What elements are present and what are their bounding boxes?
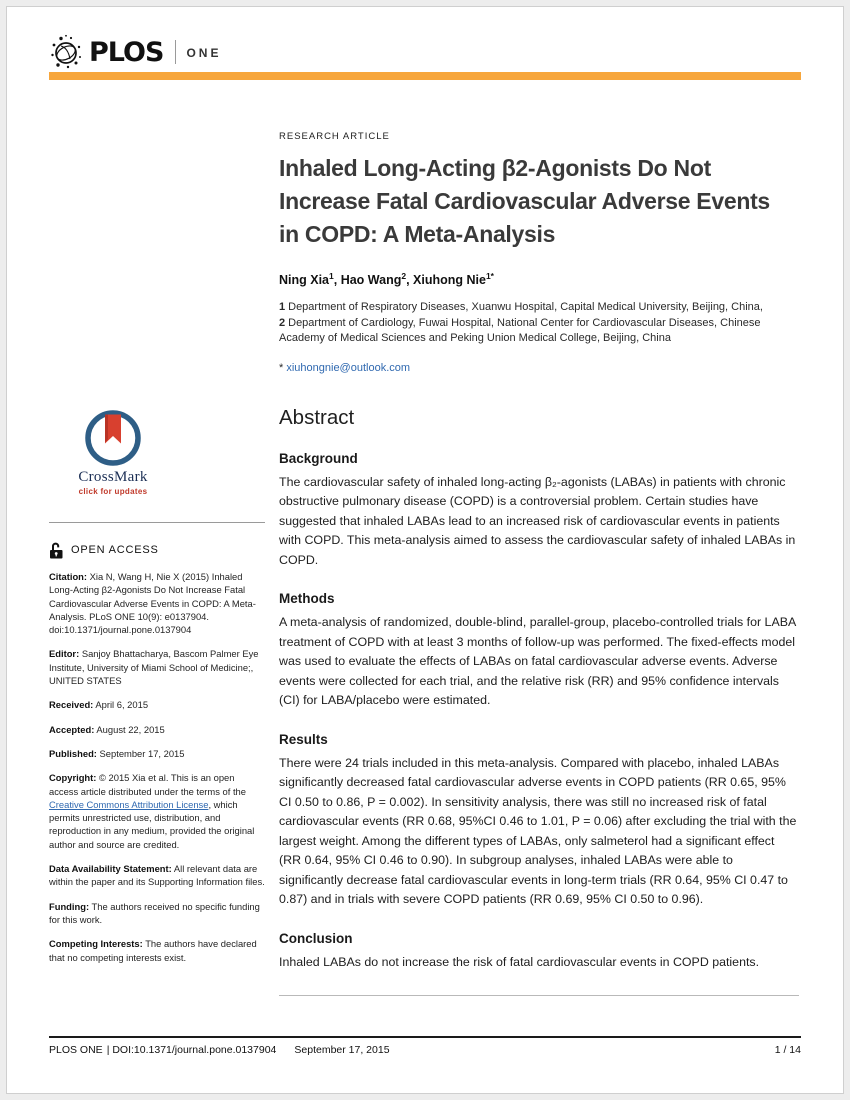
accepted-block: [49, 723, 265, 736]
affiliation-text: Department of Respiratory Diseases, Xuanwu Hospital, Capital Medical University, Beijing, China,: [288, 301, 763, 314]
conclusion-heading: Conclusion: [279, 930, 353, 946]
received-label: Received:: [49, 699, 94, 711]
affiliation-marker: 1: [279, 301, 286, 314]
author-affiliation-marker: 1*: [485, 271, 494, 281]
author-affiliation-marker: 1: [329, 271, 334, 281]
sidebar-divider: [49, 522, 265, 523]
received-block: [49, 698, 265, 711]
published-block: [49, 747, 265, 760]
affiliations: [279, 300, 799, 347]
methods-heading: Methods: [279, 591, 335, 607]
editor-text: Sanjoy Bhattacharya, Bascom Palmer Eye Institute, University of Miami School of Medicine;, UNITED STATES: [49, 648, 259, 687]
editor-label: Editor:: [49, 648, 80, 660]
open-lock-icon: [49, 541, 64, 559]
copyright-pre: © 2015 Xia et al. This is an open access article distributed under the terms of the: [49, 772, 246, 797]
background-heading: Background: [279, 450, 358, 466]
authors-line: [279, 271, 799, 287]
affiliation-text: Department of Cardiology, Fuwai Hospital, National Center for Cardiovascular Diseases, Chinese Academy of Medical Sciences and Peking Union Medical College, Beijing, China: [279, 316, 761, 345]
affiliation-marker: 2: [279, 316, 286, 329]
corresponding-author-line: [279, 362, 799, 374]
methods-text: A meta-analysis of randomized, double-blind, parallel-group, placebo-controlled trials for LABA treatment of COPD with at least 3 months of follow-up was performed. The fixed-effects model was used to evaluate the effects of LABAs on fatal cardiovascular adverse events. Adverse events were collected for each trial, and the relative risk (RR) and 95% confidence intervals (CI) for LABA/placebo were estimated.: [279, 615, 796, 708]
data-availability-text: All relevant data are within the paper and its Supporting Information files.: [49, 863, 265, 888]
masthead-divider: [175, 40, 176, 64]
cc-license-link[interactable]: Creative Commons Attribution License: [49, 798, 209, 810]
accent-bar: [49, 72, 801, 80]
editor-block: [49, 647, 265, 687]
corresponding-marker: *: [279, 361, 284, 374]
copyright-label: Copyright:: [49, 772, 97, 784]
open-access-badge: [49, 541, 265, 559]
funding-block: [49, 900, 265, 927]
corresponding-email-link[interactable]: xiuhongnie@outlook.com: [286, 361, 411, 374]
author: Ning Xia: [279, 273, 330, 288]
plos-globe-icon: [49, 34, 83, 70]
footer-journal: PLOS ONE: [49, 1044, 103, 1056]
footer-doi: | DOI:10.1371/journal.pone.0137904: [106, 1044, 277, 1056]
footer: [49, 1044, 801, 1056]
copyright-block: [49, 771, 265, 851]
plos-wordmark: PLOS: [89, 36, 164, 68]
journal-masthead: [49, 33, 221, 71]
one-wordmark: ONE: [186, 46, 222, 60]
accepted-date: August 22, 2015: [96, 723, 165, 735]
copyright-post: , which permits unrestricted use, distribution, and reproduction in any medium, provided the original author and source are credited.: [49, 798, 255, 850]
author: , Hao Wang: [333, 273, 402, 288]
accepted-label: Accepted:: [49, 723, 95, 735]
author: , Xiuhong Nie: [406, 273, 486, 288]
title-line-3: in COPD: A Meta-Analysis: [279, 221, 556, 247]
data-availability-block: [49, 862, 265, 889]
results-text: There were 24 trials included in this meta-analysis. Compared with placebo, inhaled LABAs significantly decreased fatal cardiovascular adverse events in COPD patients (RR 0.65, 95% CI 0.50 to 0.86, P = 0.002). In sensitivity analysis, there was still no increased risk of fatal cardiovascular events (RR 0.68, 95%CI 0.46 to 1.01, P = 0.06) after excluding the trial with the largest weight. Among the different types of LABAs, only salmeterol had a significant effect (RR 0.64, 95% CI 0.46 to 0.90). In subgroup analyses, inhaled LABAs were able to significantly decrease fatal cardiovascular events in long-term trials (RR 0.64, 95% CI 0.47 to 0.87) and in trials with severe COPD patients (RR 0.69, 95% CI 0.50 to 0.96).: [279, 755, 797, 907]
footer-rule: [49, 1036, 801, 1038]
funding-label: Funding:: [49, 900, 90, 912]
funding-text: The authors received no specific funding for this work.: [49, 900, 260, 925]
results-heading: Results: [279, 731, 328, 747]
page-number: 1 / 14: [774, 1044, 801, 1056]
competing-interests-block: [49, 937, 265, 964]
article-page: [6, 6, 844, 1094]
abstract-heading: Abstract: [279, 405, 355, 429]
crossmark-tagline: click for updates: [78, 487, 148, 496]
crossmark-icon: [84, 409, 142, 467]
footer-left: [49, 1044, 394, 1056]
title-line-2: Increase Fatal Cardiovascular Adverse Events: [279, 188, 770, 214]
crossmark-badge[interactable]: [49, 409, 177, 496]
data-availability-label: Data Availability Statement:: [49, 863, 172, 875]
crossmark-wordmark: CrossMark: [78, 469, 148, 485]
footer-date: September 17, 2015: [294, 1044, 390, 1056]
citation-text: Xia N, Wang H, Nie X (2015) Inhaled Long-Acting β2-Agonists Do Not Increase Fatal Cardiovascular Adverse Events in COPD: A Meta-Analysis. PLoS ONE 10(9): e0137904. doi:10.1371/journal.pone.0137904: [49, 571, 256, 636]
published-label: Published:: [49, 747, 97, 759]
sidebar: [49, 409, 265, 973]
competing-interests-text: The authors have declared that no competing interests exist.: [49, 938, 257, 963]
abstract-end-divider: [279, 995, 799, 996]
received-date: April 6, 2015: [95, 699, 149, 711]
citation-block: [49, 570, 265, 636]
article-type-kicker: RESEARCH ARTICLE: [279, 131, 390, 142]
competing-interests-label: Competing Interests:: [49, 938, 143, 950]
published-date: September 17, 2015: [99, 747, 185, 759]
article-title: [279, 152, 799, 251]
author-affiliation-marker: 2: [401, 271, 407, 281]
citation-label: Citation:: [49, 571, 88, 582]
title-line-1: Inhaled Long-Acting β2-Agonists Do Not: [279, 155, 711, 181]
background-text: The cardiovascular safety of inhaled long-acting β₂-agonists (LABAs) in patients with chronic obstructive pulmonary disease (COPD) is a controversial problem. Certain studies have suggested that inhaled LABAs lead to an increased risk of cardiovascular events in patients with COPD. This meta-analysis aimed to assess the cardiovascular safety of inhaled LABAs in COPD.: [279, 474, 796, 567]
open-access-label: OPEN ACCESS: [71, 544, 159, 556]
conclusion-text: Inhaled LABAs do not increase the risk of fatal cardiovascular events in COPD patients.: [279, 954, 760, 969]
main-column: [279, 131, 799, 996]
